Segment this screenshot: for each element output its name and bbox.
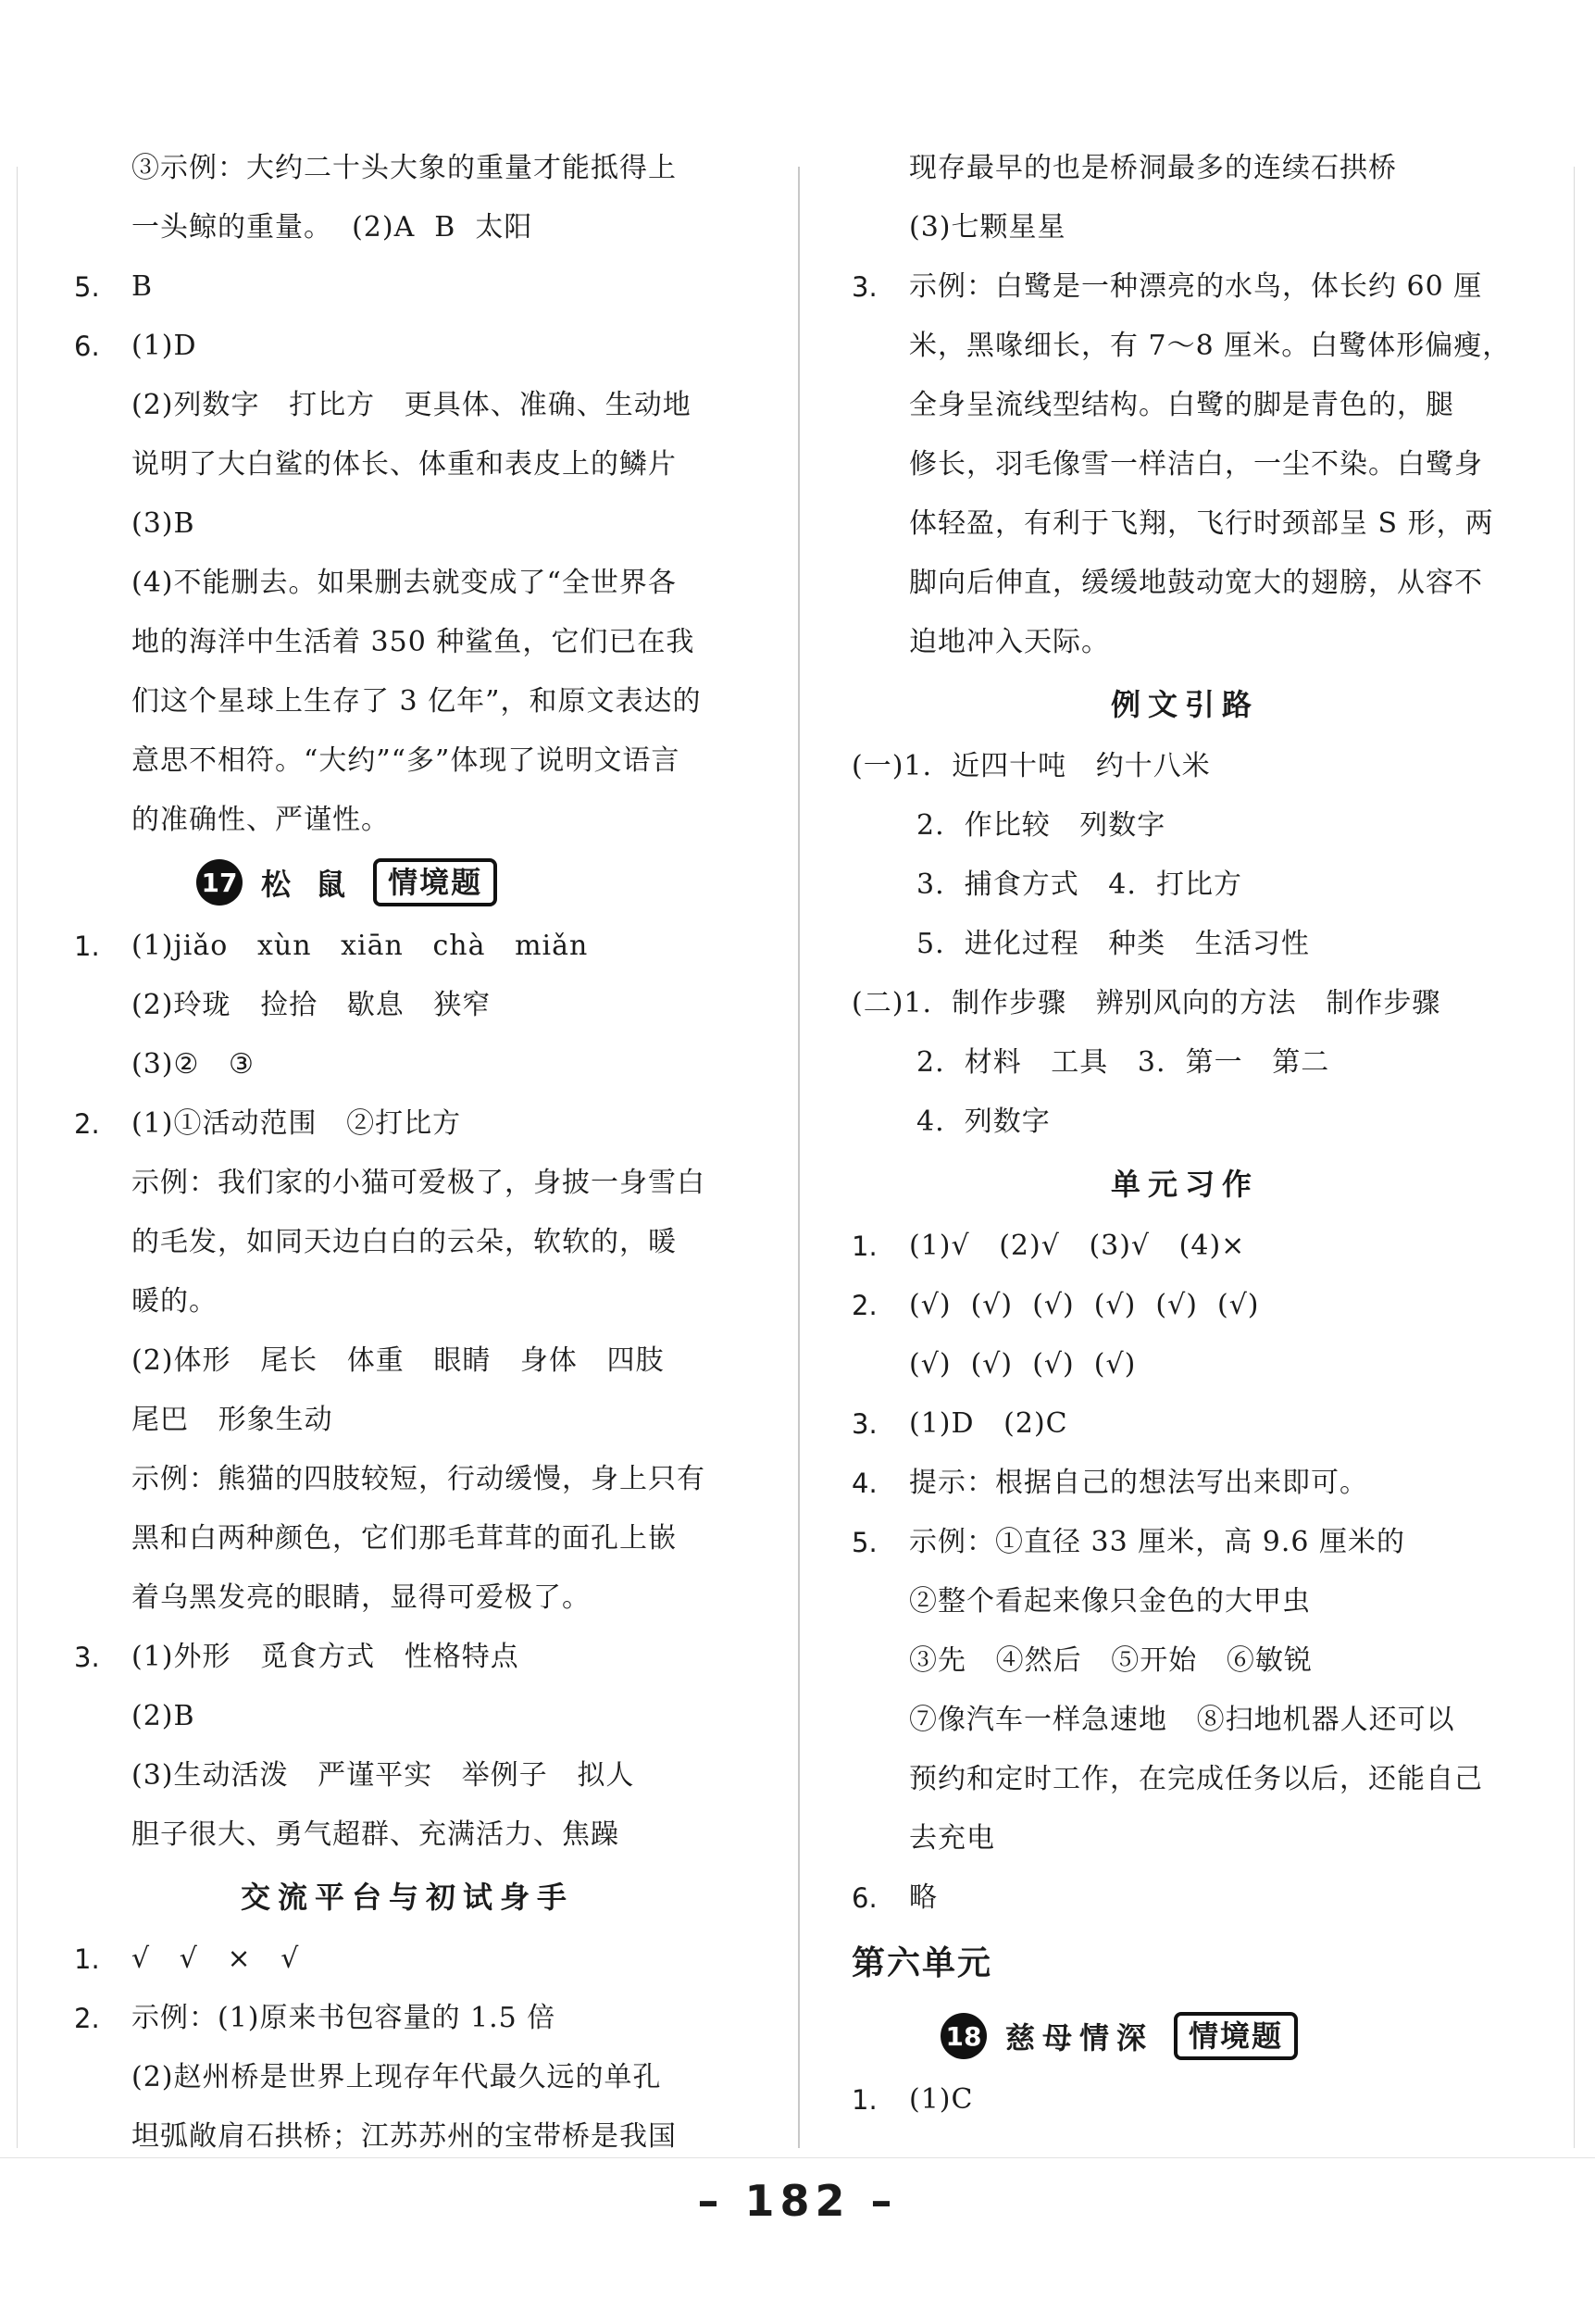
lesson-number-badge: 18 [941,2013,987,2059]
text-line: 4. 列数字 [916,1106,1051,1138]
lesson-heading-18 [941,2005,1298,2067]
lesson-title: 慈母情深 [1005,2020,1154,2055]
item-number: 5. [74,271,100,303]
text-line: ③示例：大约二十头大象的重量才能抵得上 [131,152,677,184]
text-line: 示例：熊猫的四肢较短，行动缓慢，身上只有 [131,1463,705,1495]
item-number: 1. [852,1231,878,1262]
text-line: (3)生动活泼 严谨平实 举例子 拟人 [131,1759,635,1792]
item-number: 2. [74,1108,100,1140]
text-line: (1)D [131,330,197,362]
lesson-heading-17 [196,852,497,913]
item-number: 3. [852,271,878,303]
left-margin-rule [17,167,18,2148]
item-number: 4. [852,1468,878,1499]
scenario-question-tag: 情境题 [373,858,497,906]
section-heading: 单元习作 [1110,1167,1259,1202]
text-line: 示例：(1)原来书包容量的 1.5 倍 [131,2002,556,2034]
text-line: (二)1. 制作步骤 辨别风向的方法 制作步骤 [852,987,1441,1019]
text-line: (2)玲珑 捡拾 歇息 狭窄 [131,989,492,1021]
lesson-title: 松 鼠 [261,867,354,902]
text-line: 现存最早的也是桥洞最多的连续石拱桥 [909,152,1397,184]
section-heading: 例文引路 [1110,687,1259,722]
text-line: 示例：白鹭是一种漂亮的水鸟，体长约 60 厘 [909,270,1483,303]
text-line: 略 [909,1881,938,1914]
text-line: 米，黑喙细长，有 7～8 厘米。白鹭体形偏瘦， [909,330,1512,362]
text-line: 一头鲸的重量。 (2)A B 太阳 [131,211,533,244]
text-line: (2)体形 尾长 体重 眼睛 身体 四肢 [131,1344,665,1377]
text-line: (2)列数字 打比方 更具体、准确、生动地 [131,389,692,421]
text-line: B [131,270,154,303]
text-line: (1)C [909,2083,974,2116]
lesson-number-badge: 17 [196,859,243,906]
text-line: 说明了大白鲨的体长、体重和表皮上的鳞片 [131,448,677,481]
text-line: 5. 进化过程 种类 生活习性 [916,928,1310,960]
text-line: (3)七颗星星 [909,211,1066,244]
text-line: 们这个星球上生存了 3 亿年”，和原文表达的 [131,685,702,718]
text-line: 去充电 [909,1822,995,1855]
text-line: 迫地冲入天际。 [909,626,1110,658]
right-margin-rule [1574,167,1575,2148]
item-number: 2. [852,1290,878,1321]
text-line: 示例：①直径 33 厘米，高 9.6 厘米的 [909,1526,1406,1558]
text-line: 着乌黑发亮的眼睛，显得可爱极了。 [131,1581,591,1614]
text-line: (1)①活动范围 ②打比方 [131,1107,462,1140]
text-line: ⑦像汽车一样急速地 ⑧扫地机器人还可以 [909,1704,1455,1736]
item-number: 5. [852,1527,878,1558]
text-line: 的准确性、严谨性。 [131,804,390,836]
text-line: (1)D (2)C [909,1407,1068,1440]
text-line: 示例：我们家的小猫可爱极了，身披一身雪白 [131,1167,705,1199]
section-heading: 交流平台与初试身手 [240,1880,574,1915]
text-line: 意思不相符。“大约”“多”体现了说明文语言 [131,744,680,777]
unit-heading: 第六单元 [852,1944,993,1982]
item-number: 3. [852,1408,878,1440]
text-line: 3. 捕食方式 4. 打比方 [916,868,1242,901]
item-number: 6. [74,331,100,362]
text-line: ②整个看起来像只金色的大甲虫 [909,1585,1311,1618]
text-line: 地的海洋中生活着 350 种鲨鱼，它们已在我 [131,626,695,658]
item-number: 2. [74,2003,100,2034]
text-line: (√) (√) (√) (√) [909,1348,1137,1381]
text-line: (一)1. 近四十吨 约十八米 [852,750,1211,782]
text-line: (1)外形 觅食方式 性格特点 [131,1641,519,1673]
text-line: 2. 作比较 列数字 [916,809,1166,842]
scenario-question-tag: 情境题 [1174,2012,1298,2060]
text-line: (2)赵州桥是世界上现存年代最久远的单孔 [131,2061,662,2093]
text-line: 尾巴 形象生动 [131,1404,333,1436]
text-line: (2)B [131,1700,195,1732]
text-line: 黑和白两种颜色，它们那毛茸茸的面孔上嵌 [131,1522,677,1555]
item-number: 6. [852,1882,878,1914]
column-divider [798,167,800,2148]
item-number: 1. [74,931,100,962]
text-line: 脚向后伸直，缓缓地鼓动宽大的翅膀，从容不 [909,567,1483,599]
text-line: 预约和定时工作，在完成任务以后，还能自己 [909,1763,1483,1795]
text-line: 提示：根据自己的想法写出来即可。 [909,1467,1368,1499]
text-line: 全身呈流线型结构。白鹭的脚是青色的，腿 [909,389,1454,421]
page-number: – 182 – [697,2176,898,2226]
item-number: 1. [852,2084,878,2116]
text-line: (1)jiǎo xùn xiān chà miǎn [131,930,589,962]
text-line: 修长，羽毛像雪一样洁白，一尘不染。白鹭身 [909,448,1483,481]
footer-rule [0,2157,1595,2158]
text-line: 体轻盈，有利于飞翔，飞行时颈部呈 S 形，两 [909,507,1494,540]
text-line: √ √ × √ [131,1943,300,1975]
text-line: (4)不能删去。如果删去就变成了“全世界各 [131,567,677,599]
item-number: 1. [74,1943,100,1975]
text-line: (1)√ (2)√ (3)√ (4)× [909,1230,1246,1262]
item-number: 3. [74,1642,100,1673]
text-line: 暖的。 [131,1285,218,1318]
text-line: 胆子很大、勇气超群、充满活力、焦躁 [131,1818,619,1851]
text-line: ③先 ④然后 ⑤开始 ⑥敏锐 [909,1644,1313,1677]
text-line: (√) (√) (√) (√) (√) (√) [909,1289,1260,1321]
text-line: (3)B [131,507,195,540]
text-line: 坦弧敞肩石拱桥；江苏苏州的宝带桥是我国 [131,2120,677,2153]
text-line: (3)② ③ [131,1048,255,1081]
text-line: 的毛发，如同天边白白的云朵，软软的，暖 [131,1226,677,1258]
text-line: 2. 材料 工具 3. 第一 第二 [916,1046,1330,1079]
